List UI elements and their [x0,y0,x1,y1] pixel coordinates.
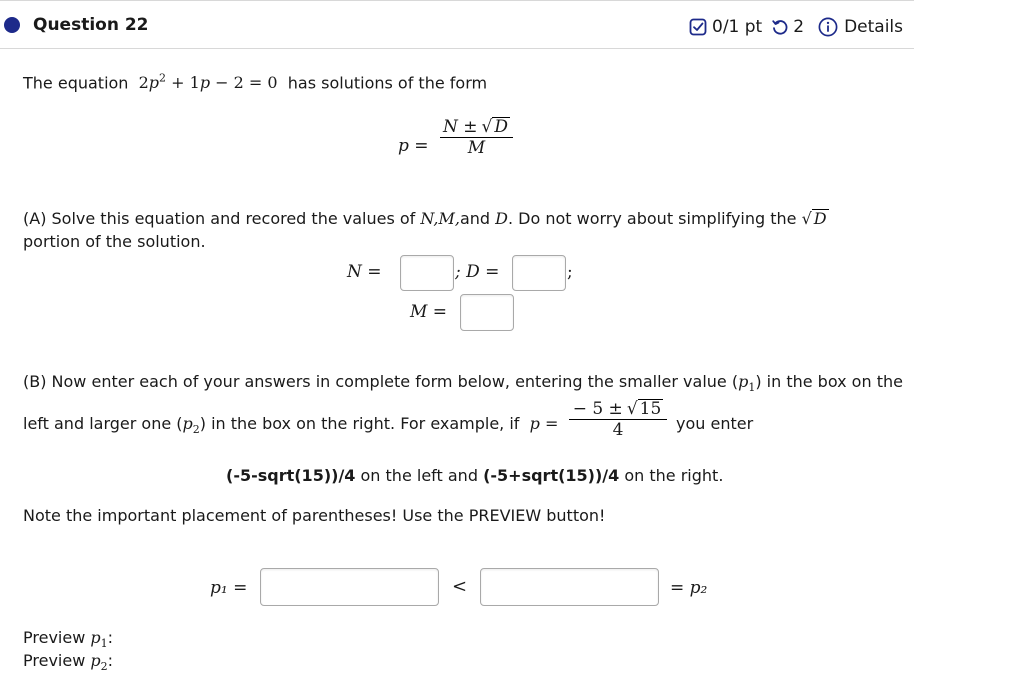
part-b-line-2: left and larger one $(p_2)$ in the box on the right. For example, if p = [23,414,559,437]
retry-icon[interactable] [771,18,789,36]
p2-label: = p₂ [670,578,708,598]
part-a-line-2: portion of the solution. [23,232,206,251]
intro-suffix: has solutions of the form [287,73,488,93]
question-meta [689,17,903,37]
score-text: 0/1 pt [712,17,763,37]
part-b-text-2: ) in the box on the [755,372,903,391]
form-radicand: D [494,117,509,138]
d-input[interactable] [512,255,566,291]
parentheses-note: Note the important placement of parentheses! Use the PREVIEW button! [23,506,606,525]
p2-input[interactable] [480,568,659,606]
example-middle-text: on the left and [360,466,478,485]
details-link[interactable]: Details [844,17,903,37]
score-checkbox-icon [689,18,707,36]
example-radicand: 15 [639,399,662,420]
sqrt-d-inline: √ D [801,209,827,229]
m-input[interactable] [460,294,514,331]
quadratic-equation: $2p^2 + 1p - 2 = 0$ [133,72,283,93]
preview-p2: Preview $p_2$: [23,651,114,674]
preview-p1-label: Preview [23,628,86,647]
m-label: M = [410,302,448,322]
part-b-text-1: (B) Now enter each of your answers in complete form below, entering the smaller value ( [23,372,739,391]
example-left-answer: (-5-sqrt(15))/4 [226,466,356,485]
form-lhs: p = [398,136,429,156]
question-header [0,1,914,49]
preview-p1: Preview $p_1$: [23,628,114,651]
example-end-text: on the right. [624,466,724,485]
part-a-vars: N,M, [420,209,460,228]
attempts-count: 2 [793,17,805,37]
form-denominator: M [467,138,486,158]
p1-input[interactable] [260,568,439,606]
question-title: Question 22 [33,15,149,35]
part-a-text-2: and [459,209,491,228]
less-than-sign: < [452,576,468,597]
example-numerator: − 5 ± [572,399,623,419]
question-status-dot [4,17,20,33]
part-b-you-enter: you enter [676,414,754,433]
part-a-line-1 [23,209,829,228]
p1-label: p₁ = [210,578,248,598]
part-b-line-1: (B) Now enter each of your answers in complete form below, entering the smaller value $(p_1)$ in the box on the [23,372,903,395]
solution-form-fraction [440,117,513,158]
example-right-answer: (-5+sqrt(15))/4 [483,466,620,485]
part-a-var-d: D [495,209,508,228]
d-label: ; D = [455,262,500,282]
part-b-text-4: ) in the box on the right. For example, if [199,414,520,433]
n-label: N = [347,262,382,282]
part-a-text-3: . Do not worry about simplifying the [507,209,797,228]
intro-line [23,72,487,92]
preview-p2-label: Preview [23,651,86,670]
example-sqrt: √ 15 [626,399,662,420]
intro-prefix: The equation [23,73,129,93]
info-icon[interactable] [818,17,838,37]
example-fraction [569,399,667,440]
form-numerator: N ± [443,117,478,137]
part-b-text-3: left and larger one ( [23,414,183,433]
part-a-text-1: (A) Solve this equation and recored the values of [23,209,416,228]
example-answer-line [226,466,723,485]
form-sqrt: √ D [481,117,509,138]
example-denominator: 4 [612,420,624,440]
n-input[interactable] [400,255,454,291]
d-semicolon: ; [567,262,573,282]
